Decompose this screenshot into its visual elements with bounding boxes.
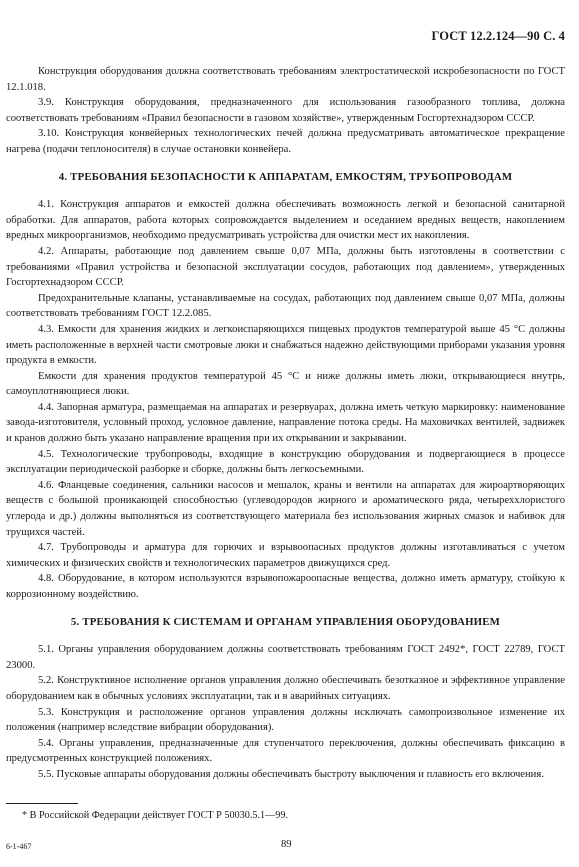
page-header: ГОСТ 12.2.124—90 С. 4 [431,29,565,43]
paragraph: Предохранительные клапаны, устанавливаемые на сосудах, работающих под давлением свыше 0,07 МПа, должны соответствовать требованиям ГОСТ 12.2.085. [6,292,565,320]
paragraph: 4.2. Аппараты, работающие под давлением свыше 0,07 МПа, должны быть изготовлены в соответствии с требованиями «Правил устройства и безопасной эксплуатации сосудов, работающих под давлением», утвержденных Госгортехнадзором СССР. [6,245,565,289]
footnote: * В Российской Федерации действует ГОСТ Р 50030.5.1—99. [22,810,289,821]
document-body [6,64,565,783]
paragraph: 5.1. Органы управления оборудованием должны соответствовать требованиям ГОСТ 2492*, ГОСТ 22789, ГОСТ 23000. [6,644,565,671]
paragraph: 4.3. Емкости для хранения жидких и легкоиспаряющихся пищевых продуктов температурой выше 45 °С должны иметь расположенные в верхней части смотровые люки и снабжаться надежно действующими приборами указания уровня продукта в емкости. [6,323,565,367]
section-heading: 4. ТРЕБОВАНИЯ БЕЗОПАСНОСТИ К АППАРАТАМ, ЕМКОСТЯМ, ТРУБОПРОВОДАМ [58,170,513,183]
paragraph: Емкости для хранения продуктов температурой 45 °С и ниже должны иметь люки, открывающиеся внутрь, самоуплотняющиеся люки. [6,370,565,398]
paragraph: 5.5. Пусковые аппараты оборудования должны обеспечивать быстроту выключения и плавность его включения. [38,768,544,780]
paragraph: 4.6. Фланцевые соединения, сальники насосов и мешалок, краны и вентили на аппаратах для жироартворяющих веществ с большой проникающей способностью (углеводородов жирного и ароматического ряда, четыреххлористого углерода и др.) должны выполняться из соответствующего материала без использования жирных смазок и набивок для трущихся частей. [6,479,565,538]
printer-imprint: 6-1-467 [6,842,32,851]
paragraph: 4.8. Оборудование, в котором используются взрывопожароопасные вещества, должно иметь арматуру, стойкую к коррозионному воздействию. [6,573,565,600]
paragraph: 4.7. Трубопроводы и арматура для горючих и взрывоопасных продуктов должны изготавливаться с учетом химических и физических свойств и технологических параметров движущихся сред. [6,542,565,569]
paragraph: 3.9. Конструкция оборудования, предназначенного для использования газообразного топлива, должна соответствовать требованиям «Правил безопасности в газовом хозяйстве», утвержденным Госгортехнадзором СССР. [6,97,565,124]
section-heading: 5. ТРЕБОВАНИЯ К СИСТЕМАМ И ОРГАНАМ УПРАВЛЕНИЯ ОБОРУДОВАНИЕМ [70,615,501,628]
paragraph: 5.2. Конструктивное исполнение органов управления должно обеспечивать безотказное и эффективное управление оборудованием как в обычных условиях эксплуатации, так и в аварийных ситуациях. [6,675,565,702]
paragraph: Конструкция оборудования должна соответствовать требованиям электростатической искробезопасности по ГОСТ 12.1.018. [6,66,565,93]
paragraph: 4.4. Запорная арматура, размещаемая на аппаратах и резервуарах, должна иметь четкую маркировку: наименование завода-изготовителя, условный проход, условное давление, направление потока среды. На маховичках вентилей, задвижек и кранов должно быть указано направление вращения при их открывании и закрывании. [6,401,565,445]
paragraph: 5.3. Конструкция и расположение органов управления должны исключать самопроизвольное изменение их положения (например вследствие вибрации оборудования). [6,706,565,734]
paragraph: 4.1. Конструкция аппаратов и емкостей должна обеспечивать возможность легкой и безопасной санитарной обработки. Для аппаратов, работа которых сопровождается выделением и оседанием вредных веществ, накоплением вредных микроорганизмов, необходимо предусматривать устройства для очистки мест их накопления. [6,199,565,242]
paragraph: 4.5. Технологические трубопроводы, входящие в конструкцию оборудования и подвергающиеся в процессе эксплуатации периодической разборке и сборке, должны быть легкосъемными. [6,448,565,476]
page-number: 89 [281,839,292,850]
paragraph: 5.4. Органы управления, предназначенные для ступенчатого переключения, должны обеспечивать фиксацию в предусмотренных конструкцией положениях. [6,737,565,765]
footnote-divider [6,803,78,804]
paragraph: 3.10. Конструкция конвейерных технологических печей должна предусматривать автоматическое прекращение нагрева (подачи теплоносителя) в случае остановки конвейера. [6,128,565,155]
